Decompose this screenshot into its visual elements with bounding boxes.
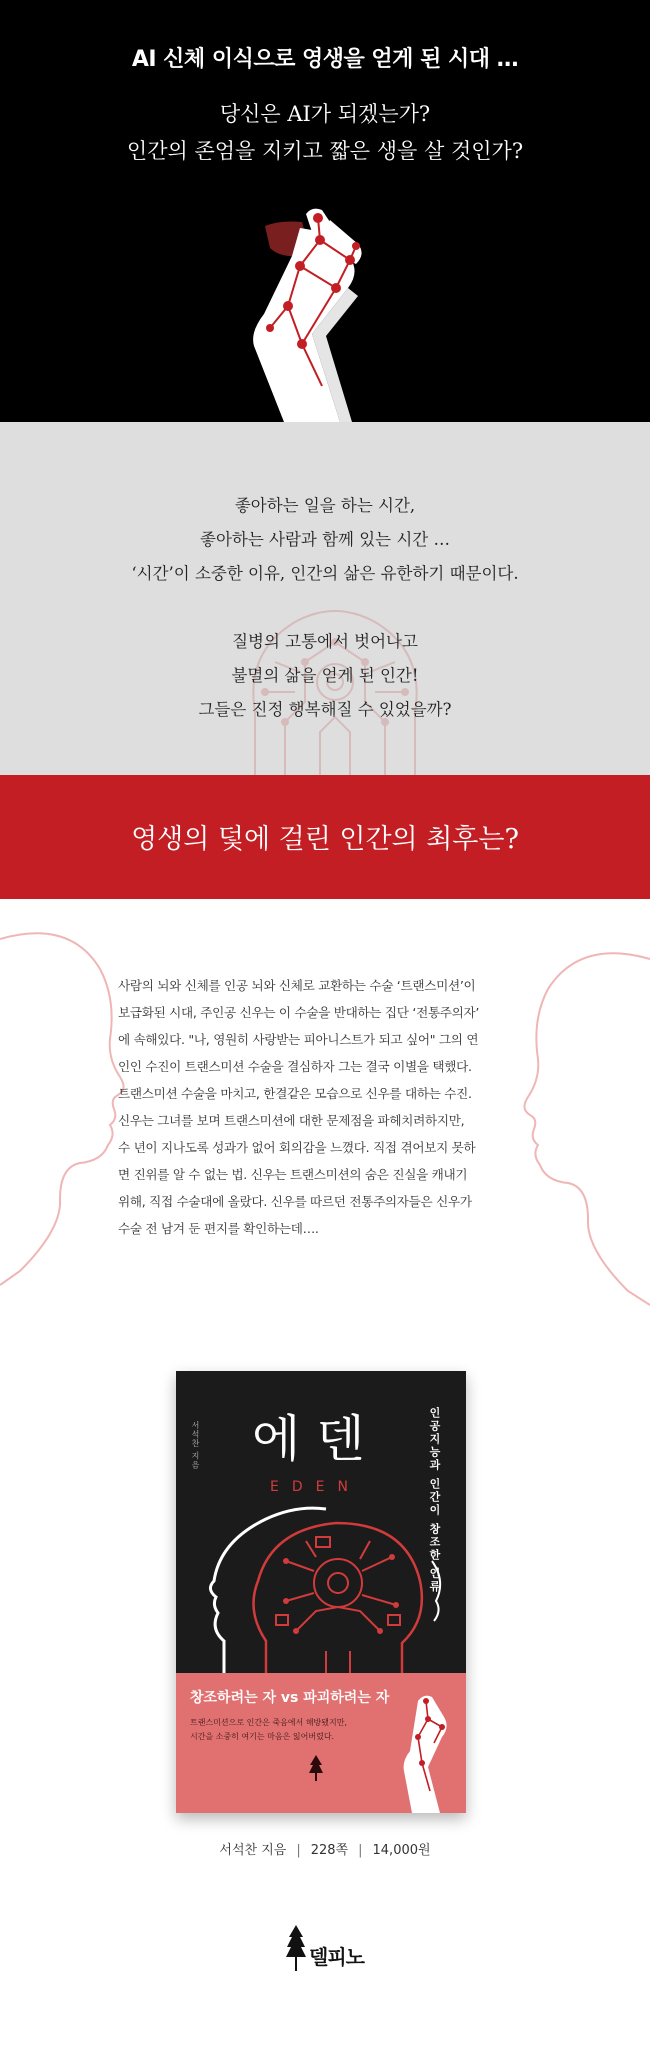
book-cover[interactable] — [176, 1371, 466, 1813]
robotic-hand-icon — [240, 196, 410, 422]
synopsis-line: 위해, 직접 수술대에 올랐다. 신우를 따르던 전통주의자들은 신우가 — [118, 1194, 472, 1209]
synopsis-section — [0, 899, 650, 2053]
synopsis-line: 수 년이 지나도록 성과가 없어 회의감을 느꼈다. 직접 겪어보지 못하 — [118, 1140, 476, 1155]
book-info — [0, 1839, 650, 1858]
hero-question-2: 인간의 존엄을 지키고 짧은 생을 살 것인가? — [126, 139, 524, 163]
synopsis-line: 트랜스미션 수술을 마치고, 한결같은 모습으로 신우를 대하는 수진. — [118, 1086, 472, 1101]
tree-icon — [285, 1925, 307, 1971]
intro-line: 그들은 진정 행복해질 수 있었을까? — [198, 700, 452, 719]
synopsis-line: 수술 전 남겨 둔 편지를 확인하는데…. — [118, 1221, 319, 1236]
hero-headline: AI 신체 이식으로 영생을 얻게 된 시대 … — [131, 47, 519, 72]
intro-section — [0, 422, 650, 775]
intro-line: 불멸의 삶을 얻게 된 인간! — [231, 666, 419, 685]
hero-question-1: 당신은 AI가 되겠는가? — [219, 102, 431, 126]
book-author-vertical: 서석찬 지음 — [191, 1421, 200, 1470]
divider: | — [296, 1843, 301, 1858]
book-band-title: 창조하려는 자 vs 파괴하려는 자 — [190, 1690, 390, 1706]
book-title-en: EDEN — [270, 1479, 361, 1495]
book-band-text: 시간을 소중히 여기는 마음은 잃어버렸다. — [190, 1732, 335, 1741]
synopsis-line: 사람의 뇌와 신체를 인공 뇌와 신체로 교환하는 수술 ‘트랜스미션’이 — [118, 978, 476, 993]
robotic-hand-icon — [398, 1687, 464, 1813]
synopsis-line: 에 속해있다. "나, 영원히 사랑받는 피아니스트가 되고 싶어" 그의 연 — [118, 1032, 479, 1047]
book-band-text: 트랜스미션으로 인간은 죽음에서 해방됐지만, — [190, 1718, 348, 1727]
book-subtitle-vertical: 인공지능과 인간이 창조한 인류 — [428, 1407, 441, 1594]
intro-line: 좋아하는 사람과 함께 있는 시간 … — [200, 530, 450, 549]
synopsis-line: 인인 수진이 트랜스미션 수술을 결심하자 그는 결국 이별을 택했다. — [118, 1059, 472, 1074]
book-info-price: 14,000원 — [372, 1843, 431, 1858]
intro-line: 질병의 고통에서 벗어나고 — [232, 632, 418, 651]
synopsis-line: 보급화된 시대, 주인공 신우는 이 수술을 반대하는 집단 ‘전통주의자’ — [118, 1005, 480, 1020]
hero-section — [0, 0, 650, 422]
book-band — [176, 1673, 466, 1813]
publisher-logo — [285, 1925, 375, 1975]
tree-icon — [308, 1755, 324, 1781]
circuit-head-icon — [206, 1501, 446, 1673]
intro-line: 좋아하는 일을 하는 시간, — [234, 496, 416, 515]
divider: | — [358, 1843, 363, 1858]
book-title: 에덴 — [252, 1410, 381, 1468]
intro-line: ‘시간’이 소중한 이유, 인간의 삶은 유한하기 때문이다. — [131, 564, 519, 583]
book-info-pages: 228쪽 — [310, 1843, 349, 1858]
synopsis-line: 면 진위를 알 수 없는 법. 신우는 트랜스미션의 숨은 진실을 캐내기 — [118, 1167, 468, 1182]
book-info-author: 서석찬 지음 — [219, 1843, 287, 1858]
banner-section — [0, 775, 650, 899]
publisher-name: 델피노 — [309, 1945, 364, 1969]
synopsis-line: 신우는 그녀를 보며 트랜스미션에 대한 문제점을 파헤치려하지만, — [118, 1113, 465, 1128]
banner-title: 영생의 덫에 걸린 인간의 최후는? — [131, 824, 519, 855]
